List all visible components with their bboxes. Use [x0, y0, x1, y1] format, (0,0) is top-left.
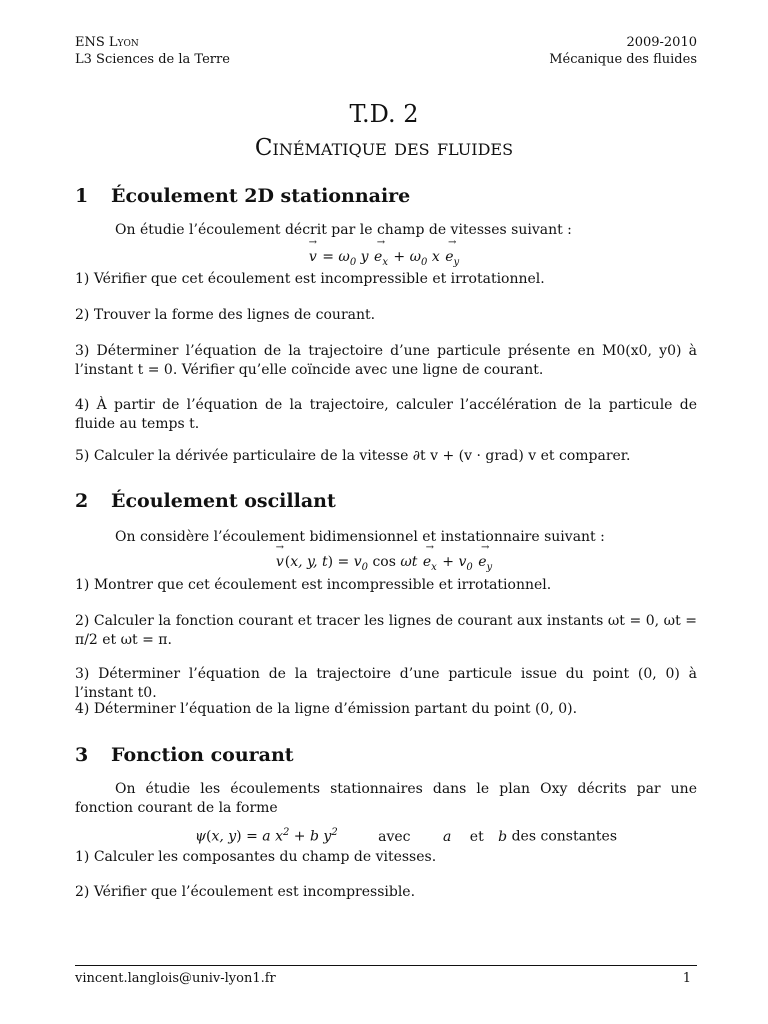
section-number: 1	[75, 185, 89, 207]
question: 2) Trouver la forme des lignes de courant.	[75, 307, 376, 323]
section-number: 3	[75, 744, 89, 766]
question: 2) Vérifier que l’écoulement est incompressible.	[75, 884, 416, 900]
section-intro: On étudie l’écoulement décrit par le champ de vitesses suivant :	[115, 222, 572, 238]
section-title: Écoulement oscillant	[111, 490, 336, 512]
section-equation: → $v = \omega_0$ $y \to e_x + \omega_0$ $x \to e_y$	[0, 248, 768, 272]
vector-symbol: → v	[308, 248, 318, 267]
question: 3) Déterminer l’équation de la trajectoire d’une particule issue du point (0, 0) à l’instant t0.	[75, 666, 697, 701]
page-number: 1	[682, 971, 691, 986]
question: 2) Calculer la fonction courant et tracer les lignes de courant aux instants ωt = 0, ωt = π/2 et ωt = π.	[75, 613, 697, 648]
question: 5) Calculer la dérivée particulaire de la vitesse ∂t v + (v · grad) v et comparer.	[75, 448, 631, 464]
section-equation: ψ(x, y) = a $x^2 + b$ $y^2$ avec a et b des constantes	[195, 827, 618, 845]
section-title: Fonction courant	[111, 744, 294, 766]
question: 3) Déterminer l’équation de la trajectoire d’une particule présente en M0(x0, y0) à l’instant t = 0. Vérifier qu’elle coïncide avec une ligne de courant.	[75, 343, 697, 378]
header-course: L3 Sciences de la Terre	[75, 52, 230, 67]
page-subtitle: Cinématique des fluides	[254, 135, 514, 161]
vector-symbol: → $e_y$	[444, 248, 460, 272]
question: 1) Montrer que cet écoulement est incompressible et irrotationnel.	[75, 577, 552, 593]
section-title: Écoulement 2D stationnaire	[111, 185, 411, 207]
question: 4) Déterminer l’équation de la ligne d’émission partant du point (0, 0).	[75, 701, 578, 717]
header-year: 2009-2010	[626, 35, 697, 50]
section-intro: On considère l’écoulement bidimensionnel et instationnaire suivant :	[115, 529, 605, 545]
footer-rule	[75, 965, 697, 966]
section-intro: On étudie les écoulements stationnaires dans le plan Oxy décrits par une fonction courant de la forme	[75, 781, 697, 816]
header-school: ENS Lyon	[75, 35, 139, 50]
vector-symbol: → $e_y$	[477, 553, 493, 577]
footer-email[interactable]: vincent.langlois@univ-lyon1.fr	[75, 971, 276, 986]
question: 1) Vérifier que cet écoulement est incompressible et irrotationnel.	[75, 271, 545, 287]
question: 1) Calculer les composantes du champ de vitesses.	[75, 849, 437, 865]
question: 4) À partir de l’équation de la trajectoire, calculer l’accélération de la particule de fluide au temps t.	[75, 397, 697, 432]
section-number: 2	[75, 490, 89, 512]
vector-symbol: → $e_x$	[422, 553, 438, 577]
page-title: T.D. 2	[349, 100, 419, 128]
section-equation: → v(x, y, $t) = v_0$ $\cos \omega t \to e_x + v_0 \to e_y$	[0, 553, 768, 577]
vector-symbol: → $e_x$	[373, 248, 389, 272]
vector-symbol: → v	[275, 553, 285, 572]
header-subject: Mécanique des fluides	[549, 52, 697, 67]
